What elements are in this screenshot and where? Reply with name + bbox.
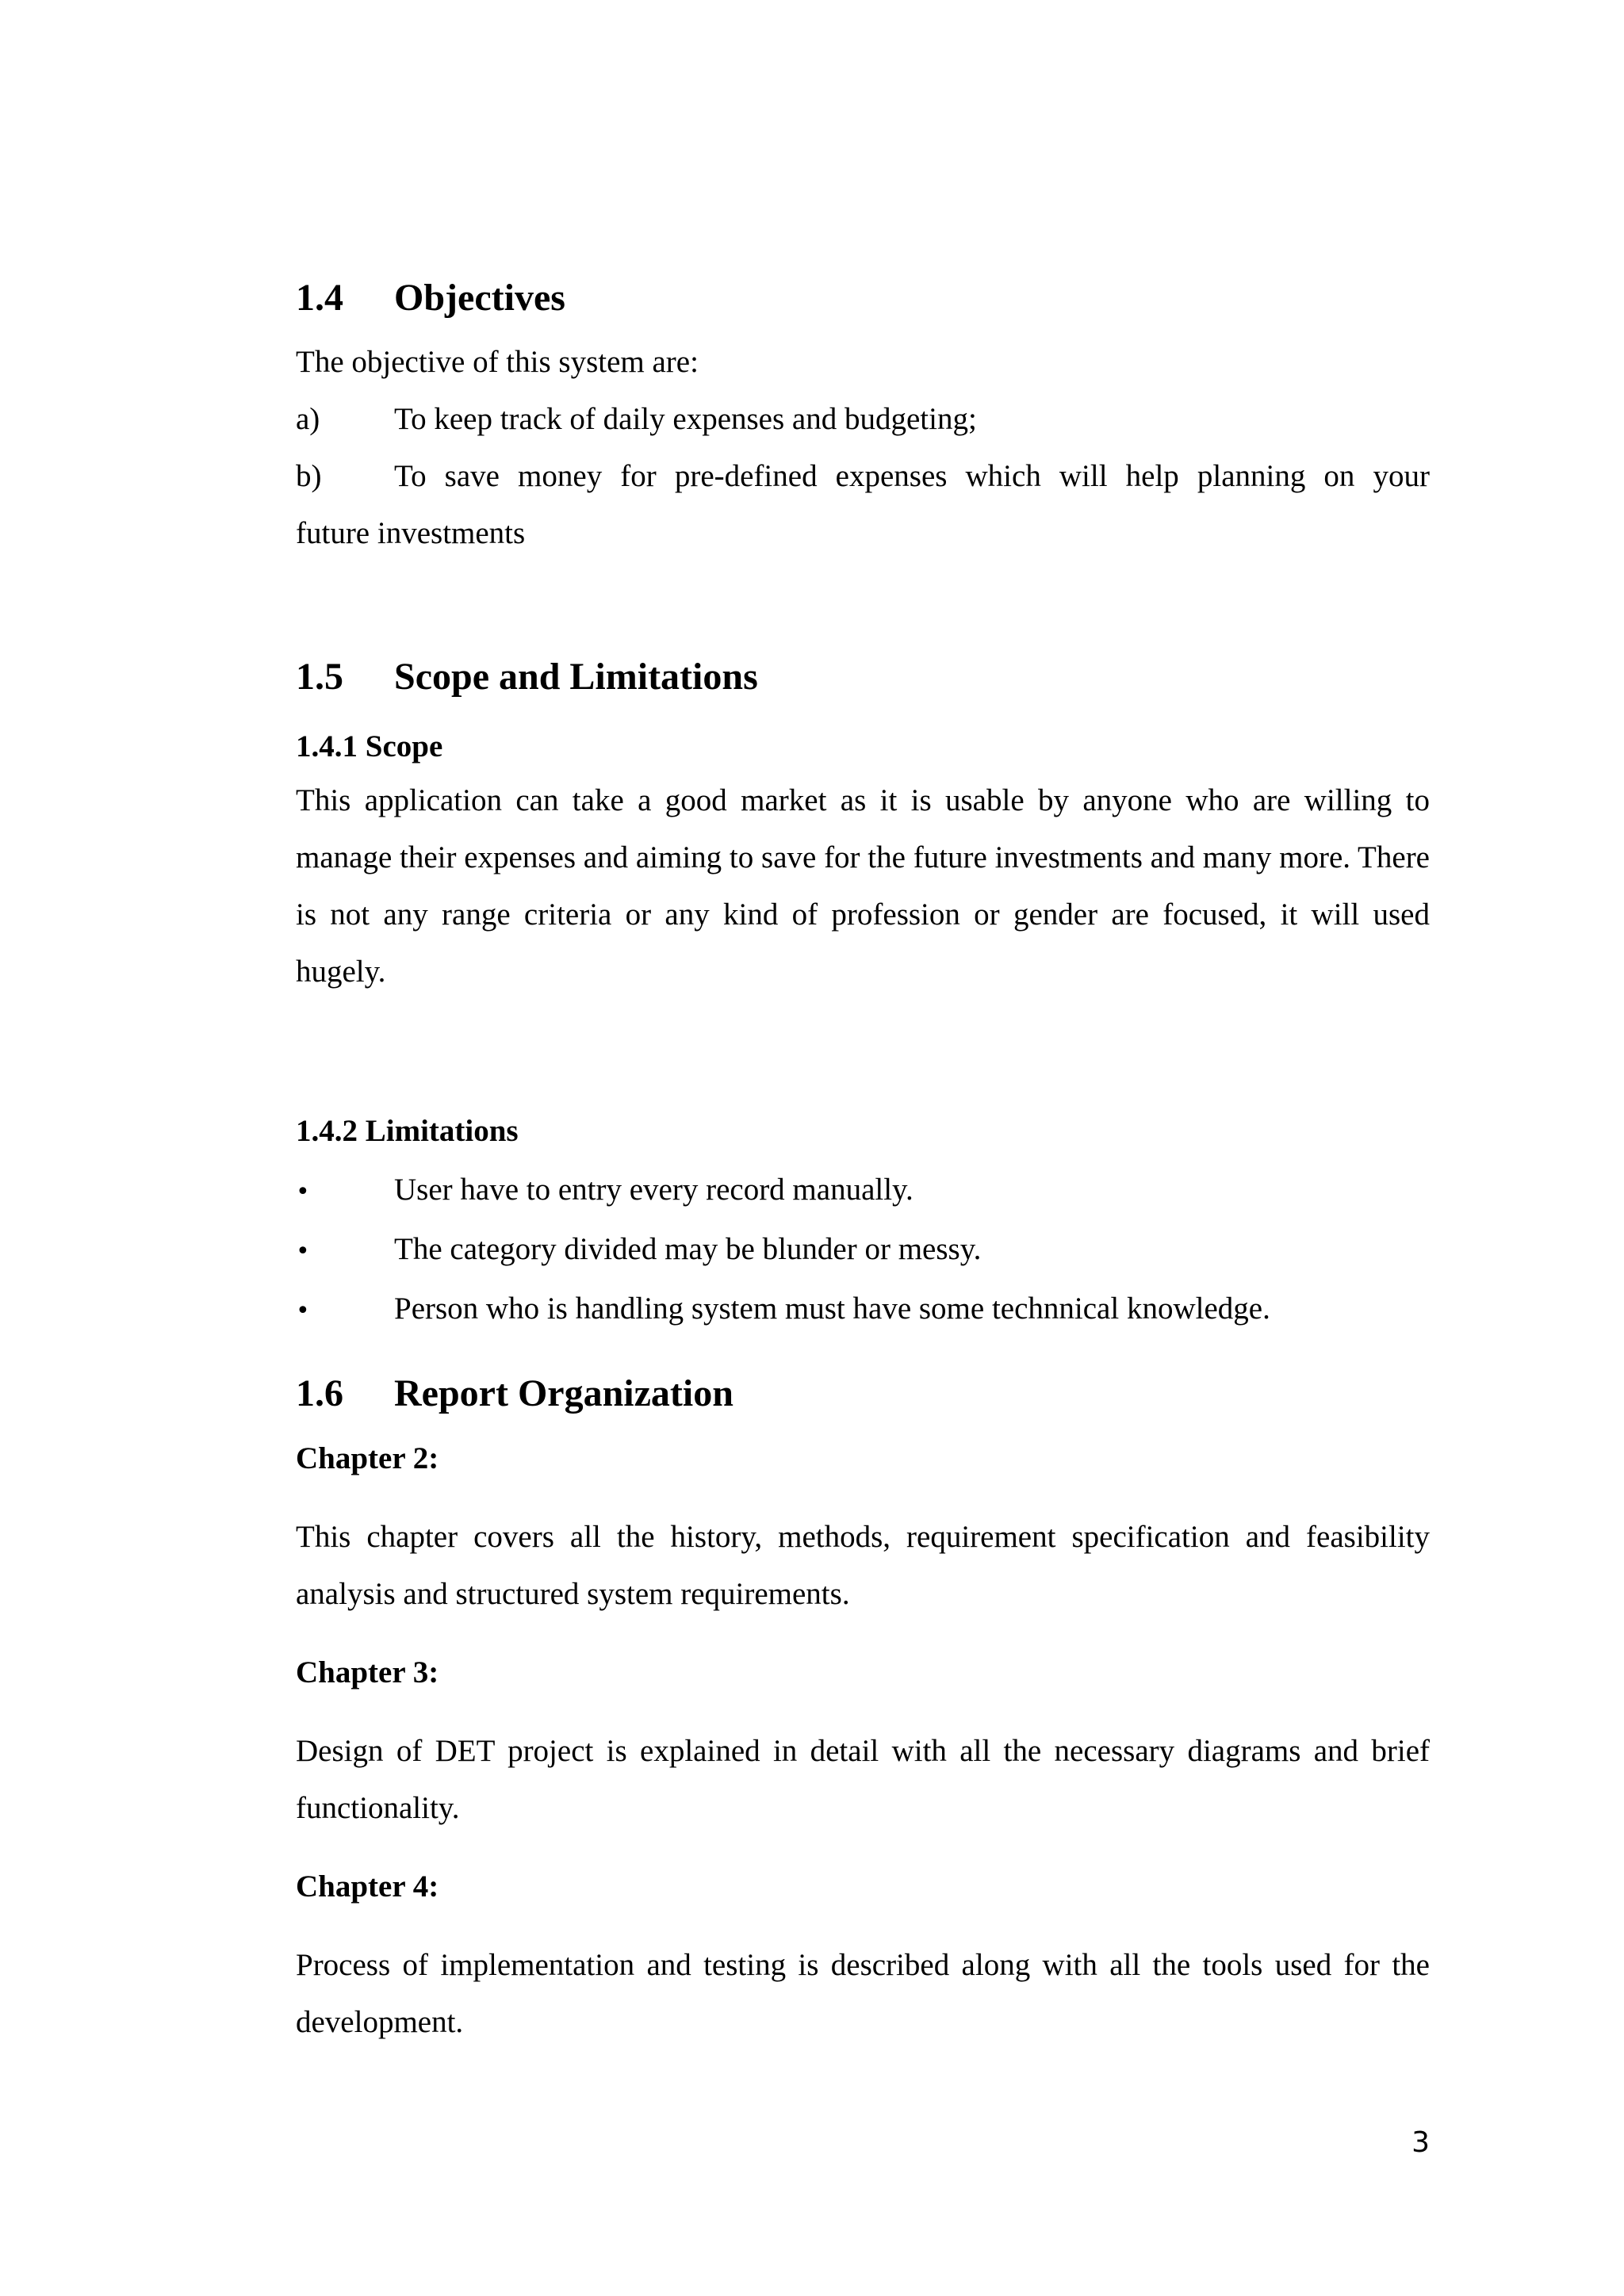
list-text: User have to entry every record manually. (394, 1173, 914, 1207)
chapter-heading: Chapter 4: (296, 1869, 439, 1904)
list-label: a) (296, 402, 320, 436)
section-title: Report Organization (394, 1372, 733, 1414)
chapter-description: Process of implementation and testing is described along with all the tools used for the development. (296, 1948, 1430, 2039)
chapter-heading: Chapter 2: (296, 1441, 439, 1475)
section-heading-objectives (296, 274, 1430, 322)
list-text: To save money for pre-defined expenses which will help planning on your (394, 459, 1430, 493)
list-text: The category divided may be blunder or messy. (394, 1232, 982, 1266)
limitation-item (296, 1289, 1430, 1331)
scope-paragraph: This application can take a good market as it is usable by anyone who are willing to manage their expenses and aiming to save for the future investments and many more. There is not any range criteria or any kind of profession or gender are focused, it will used hugely. (296, 783, 1430, 989)
section-title: Objectives (394, 277, 565, 319)
bullet-icon: • (296, 1178, 310, 1206)
section-heading-scope-limitations (296, 653, 1430, 701)
list-text: Person who is handling system must have some technnical knowledge. (394, 1292, 1270, 1326)
objective-item-a (296, 400, 1430, 439)
objective-item-b-continuation: future investments (296, 516, 526, 550)
list-label: b) (296, 459, 322, 493)
chapter-description: This chapter covers all the history, methods, requirement specification and feasibility analysis and structured system requirements. (296, 1520, 1430, 1611)
section-number: 1.6 (296, 1372, 343, 1414)
subsection-heading-scope: 1.4.1 Scope (296, 729, 443, 763)
chapter-heading: Chapter 3: (296, 1655, 439, 1689)
section-number: 1.5 (296, 656, 343, 698)
chapter-description: Design of DET project is explained in detail with all the necessary diagrams and brief functionality. (296, 1734, 1430, 1825)
objectives-intro: The objective of this system are: (296, 345, 699, 379)
section-heading-report-organization (296, 1370, 1430, 1418)
page-number: 3 (1411, 2126, 1430, 2159)
objective-item-b (296, 457, 1430, 496)
bullet-icon: • (296, 1297, 310, 1325)
list-text: To keep track of daily expenses and budgeting; (394, 402, 977, 436)
section-number: 1.4 (296, 277, 343, 319)
section-title: Scope and Limitations (394, 656, 758, 698)
limitation-item (296, 1170, 1430, 1212)
bullet-icon: • (296, 1238, 310, 1265)
limitation-item (296, 1230, 1430, 1272)
subsection-heading-limitations: 1.4.2 Limitations (296, 1114, 519, 1148)
